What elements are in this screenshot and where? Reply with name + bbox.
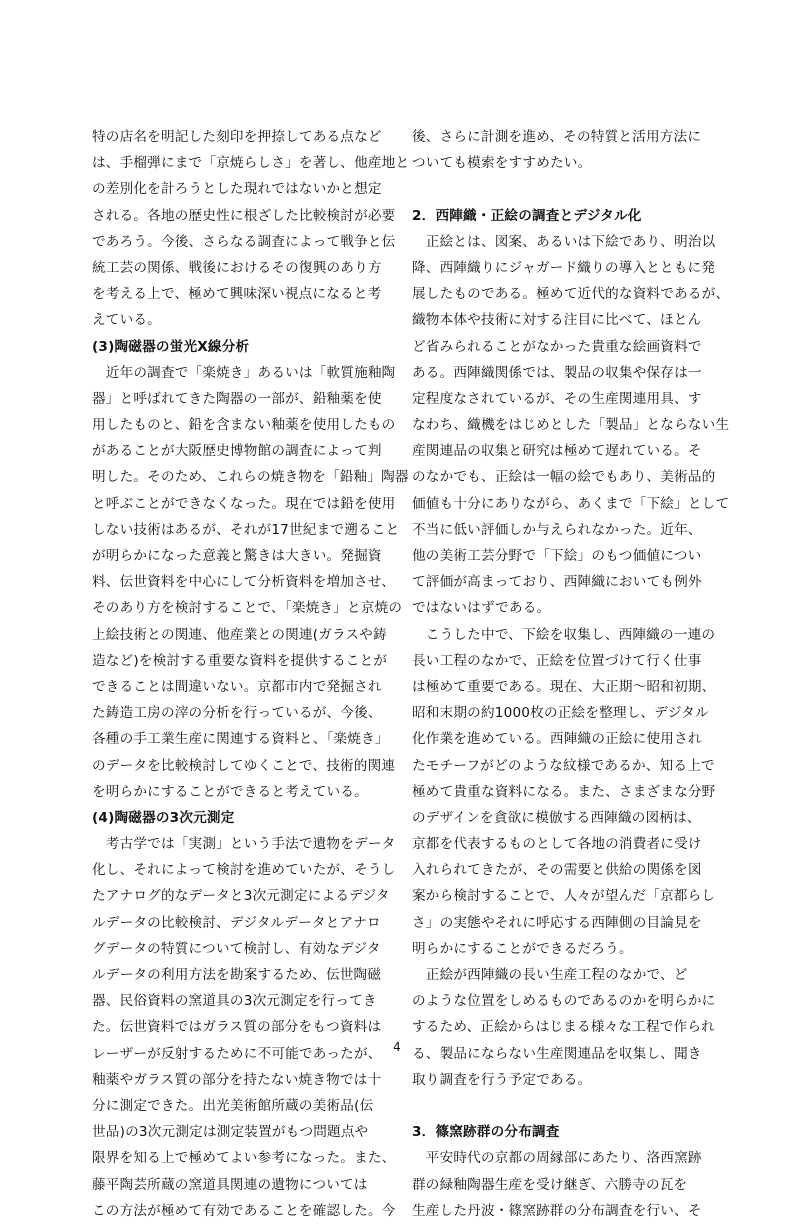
text-line: たアナログ的なデータと3次元測定によるデジタ (92, 888, 390, 905)
text-line: 降、西陣織りにジャガード織りの導入とともに発 (412, 259, 716, 276)
text-line: できることは間違いない。京都市内で発掘され (92, 678, 382, 695)
text-line: のデータを比較検討してゆくことで、技術的関連 (92, 757, 396, 774)
text-line: なわち、織機をはじめとした「製品」とならない生 (412, 417, 730, 434)
text-line: この方法が極めて有効であることを確認した。今 (92, 1202, 396, 1219)
text-line: 化し、それによって検討を進めていたが、そうし (92, 862, 396, 879)
text-line: 近年の調査で「楽焼き」あるいは「軟質施釉陶 (92, 364, 396, 381)
text-line: 定程度なされているが、その生産関連用具、す (412, 390, 702, 407)
text-line: 明した。そのため、これらの焼き物を「鉛釉」陶器 (92, 469, 409, 486)
text-line: 藤平陶芸所蔵の窯道具関連の遺物については (92, 1176, 368, 1193)
text-line: 化作業を進めている。西陣織の正絵に使用され (412, 731, 702, 748)
text-line: る、製品にならない生産関連品を収集し、聞き (412, 1045, 702, 1062)
text-line: て評価が高まっており、西陣織においても例外 (412, 574, 702, 591)
text-line: 考古学では「実測」という手法で遺物をデータ (92, 836, 396, 853)
text-line: さ」の実態やそれに呼応する西陣側の目論見を (412, 914, 702, 931)
text-line: グデータの特質について検討し、有効なデジタ (92, 940, 381, 957)
text-line: 正絵とは、図案、あるいは下絵であり、明治以 (412, 233, 716, 250)
text-line: 釉薬やガラス質の部分を持たない焼き物では十 (92, 1071, 382, 1088)
text-line: ど省みられることがなかった貴重な絵画資料で (412, 338, 702, 355)
text-line: 入れられてきたが、その需要と供給の関係を図 (412, 862, 702, 879)
text-line: 料、伝世資料を中心にして分析資料を増加させ、 (92, 574, 396, 591)
section-heading: 3．篠窯跡群の分布調査 (412, 1124, 560, 1141)
text-line: ある。西陣織関係では、製品の収集や保存は一 (412, 364, 702, 381)
text-line: 世品)の3次元測定は測定装置がもつ問題点や (92, 1124, 369, 1141)
text-line: 限界を知る上で極めてよい参考になった。また、 (92, 1150, 396, 1167)
text-line: ルデータの利用方法を勘案するため、伝世陶磁 (92, 967, 382, 983)
text-line: であろう。今後、さらなる調査によって戦争と伝 (92, 233, 396, 250)
text-line: ルデータの比較検討、デジタルデータとアナロ (92, 914, 381, 931)
blank-line (412, 176, 712, 202)
text-line: 他の美術工芸分野で「下絵」のもつ価値につい (412, 548, 702, 564)
text-line: 不当に低い評価しか与えられなかった。近年、 (412, 521, 702, 538)
text-line: は極めて重要である。現在、大正期～昭和初期、 (412, 678, 716, 695)
text-line: 案から検討することで、人々が望んだ「京都らし (412, 888, 716, 905)
text-line: 取り調査を行う予定である。 (412, 1071, 592, 1088)
text-line: 長い工程のなかで、正絵を位置づけて行く仕事 (412, 652, 702, 669)
text-line: 分に測定できた。出光美術館所蔵の美術品(伝 (92, 1097, 374, 1114)
text-line: される。各地の歴史性に根ざした比較検討が必要 (92, 207, 396, 224)
text-line: 極めて貴重な資料になる。また、さまざまな分野 (412, 783, 716, 800)
text-line: と呼ぶことができなくなった。現在では鉛を使用 (92, 495, 396, 512)
left-column (92, 124, 410, 1224)
text-line: 造など)を検討する重要な資料を提供することが (92, 652, 388, 669)
text-line: こうした中で、下絵を収集し、西陣織の一連の (412, 626, 716, 643)
section-heading: (3)陶磁器の蛍光X線分析 (92, 338, 250, 355)
text-line: 生産した丹波・篠窯跡群の分布調査を行い、そ (412, 1202, 702, 1219)
text-line: するため、正絵からはじまる様々な工程で作られ (412, 1019, 715, 1036)
text-line: 器、民俗資料の窯道具の3次元測定を行ってき (92, 993, 377, 1010)
text-line: のデザインを貪欲に模倣する西陣織の図柄は、 (412, 809, 701, 826)
text-line: 用したものと、鉛を含まない釉薬を使用したもの (92, 417, 396, 434)
text-line: たモチーフがどのような紋様であるか、知る上で (412, 757, 715, 774)
text-line: しない技術はあるが、それが17世紀まで遡ること (92, 521, 400, 538)
text-line: の差別化を計ろうとした現れではないかと想定 (92, 181, 382, 198)
text-line: のなかでも、正絵は一幅の絵でもあり、美術品的 (412, 469, 716, 486)
blank-line (412, 1093, 712, 1119)
text-line: 産関連品の収集と研究は極めて遅れている。そ (412, 443, 702, 460)
text-line: 特の店名を明記した刻印を押捺してある点など (92, 129, 382, 145)
text-line: た。伝世資料ではガラス質の部分をもつ資料は (92, 1019, 382, 1036)
section-heading: (4)陶磁器の3次元測定 (92, 809, 235, 826)
text-line: を考える上で、極めて興味深い視点になると考 (92, 286, 382, 303)
text-line: レーザーが反射するために不可能であったが、 (92, 1045, 382, 1062)
text-line: が明らかになった意義と驚きは大きい。発掘資 (92, 548, 382, 564)
text-line: えている。 (92, 312, 161, 329)
text-line: 各種の手工業生産に関連する資料と、「楽焼き」 (92, 731, 389, 748)
text-line: 展したものである。極めて近代的な資料であるが、 (412, 286, 730, 303)
text-line: 価値も十分にありながら、あくまで「下絵」として (412, 495, 730, 512)
text-line: そのあり方を検討することで、「楽焼き」と京焼の (92, 600, 403, 617)
page-number: 4 (393, 1040, 401, 1054)
section-heading: 2．西陣織・正絵の調査とデジタル化 (412, 207, 642, 224)
text-line: ではないはずである。 (412, 600, 551, 617)
right-column (412, 124, 730, 1224)
text-line: は、手榴弾にまで「京焼らしさ」を著し、他産地と (92, 155, 410, 172)
text-line: 京都を代表するものとして各地の消費者に受け (412, 836, 702, 853)
text-line: 上絵技術との関連、他産業との関連(ガラスや鋳 (92, 626, 387, 643)
text-line: 平安時代の京都の周縁部にあたり、洛西窯跡 (412, 1150, 702, 1167)
text-line: 正絵が西陣織の長い生産工程のなかで、ど (412, 967, 688, 983)
text-line: のような位置をしめるものであるのかを明らかに (412, 993, 716, 1010)
text-line: 器」と呼ばれてきた陶器の一部が、鉛釉薬を使 (92, 390, 382, 407)
text-line: 昭和末期の約1000枚の正絵を整理し、デジタル (412, 705, 709, 722)
text-line: た鋳造工房の滓の分析を行っているが、今後、 (92, 705, 382, 722)
text-line: を明らかにすることができると考えている。 (92, 783, 368, 800)
text-line: 明らかにすることができるだろう。 (412, 940, 633, 957)
text-line: 織物本体や技術に対する注目に比べて、ほとん (412, 312, 702, 329)
text-line: ついても模索をすすめたい。 (412, 155, 592, 172)
text-line: 群の緑釉陶器生産を受け継ぎ、六勝寺の瓦を (412, 1176, 688, 1193)
text-line: 後、さらに計測を進め、その特質と活用方法に (412, 129, 702, 145)
text-line: があることが大阪歴史博物館の調査によって判 (92, 443, 382, 460)
text-line: 統工芸の関係、戦後におけるその復興のあり方 (92, 259, 382, 276)
